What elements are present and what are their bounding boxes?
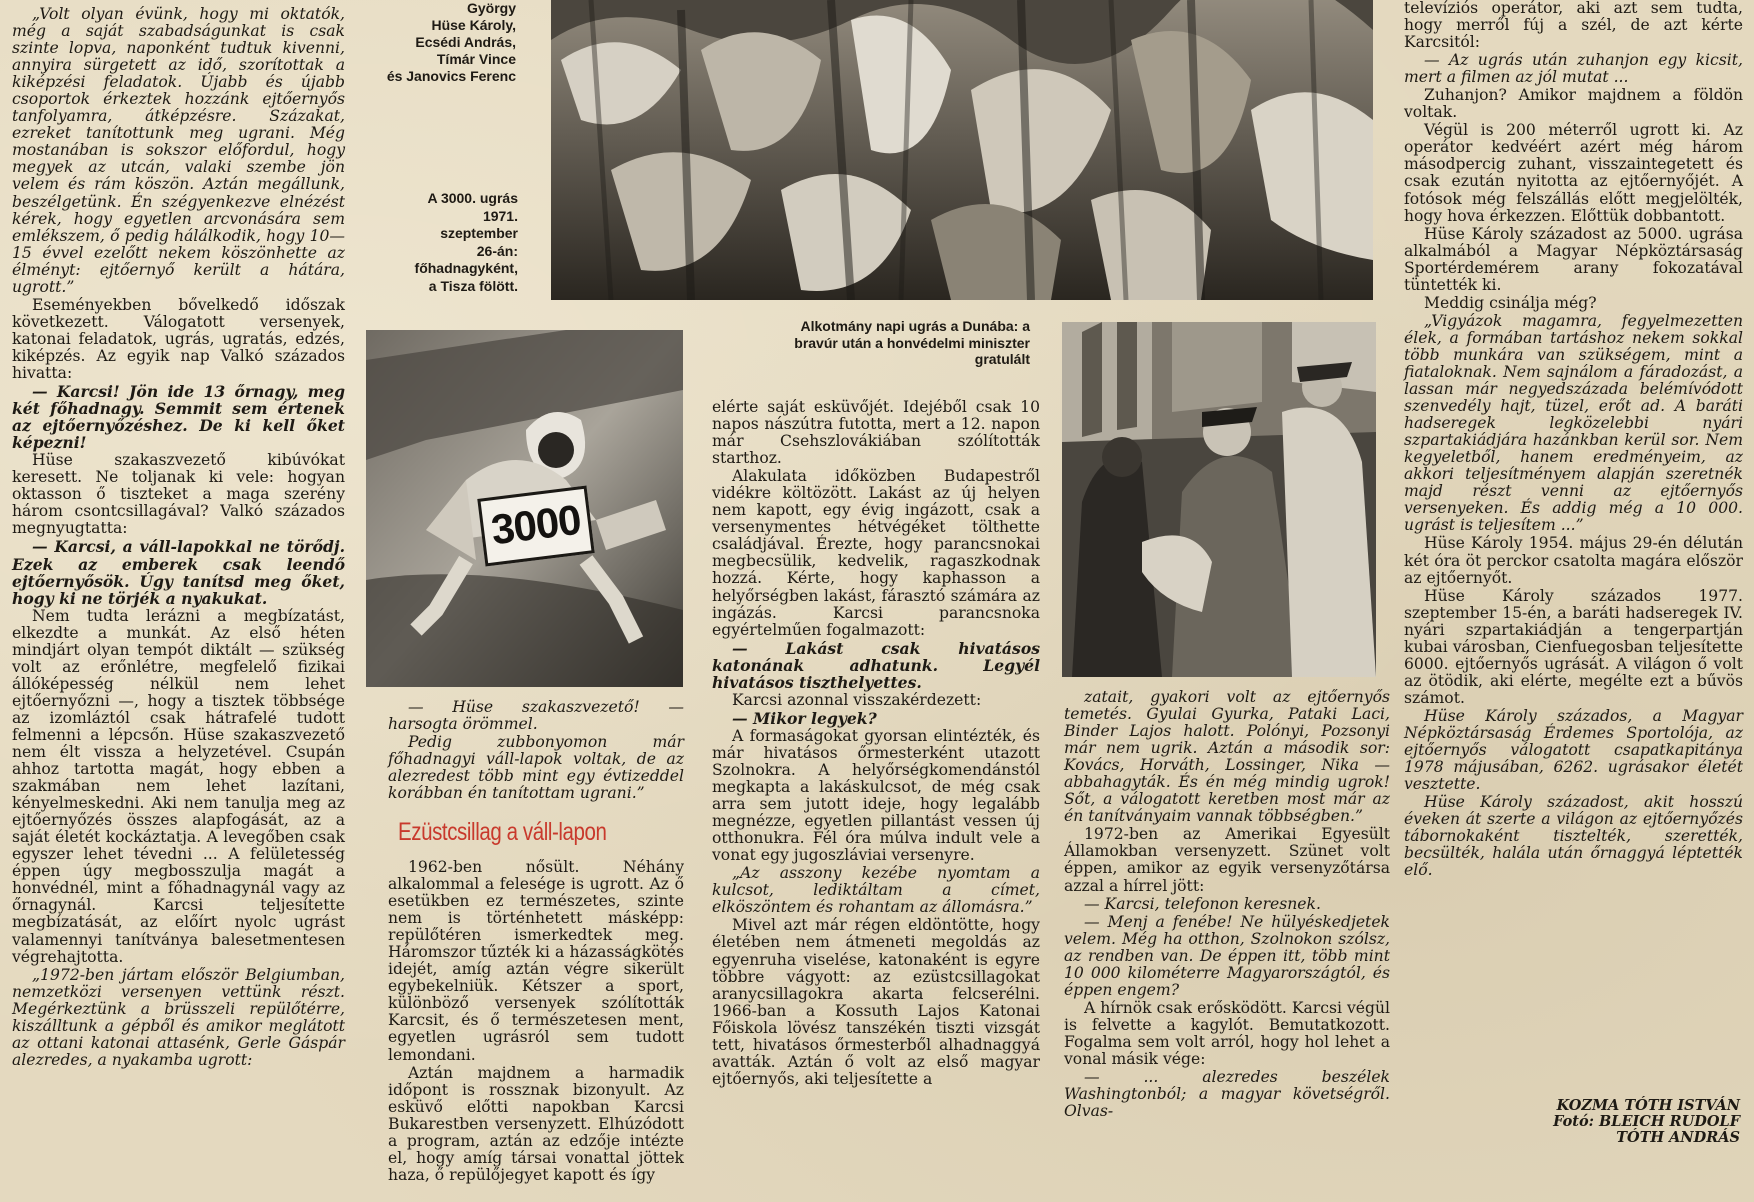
article-column-3 [712, 399, 1040, 1089]
article-paragraph: Hüse szakaszvezető kibúvókat keresett. Ne toljanak ki vele: hogyan oktasson ő tiszteket a maga szerény három csontcsillagával? Valkó százados megnyugtatta: [12, 451, 345, 538]
caption-line: szeptember [440, 225, 518, 241]
article-paragraph: „Az asszony kezébe nyomtam a kulcsot, lediktáltam a címet, elköszöntem és rohantam az állomásra.” [712, 864, 1040, 917]
article-paragraph: zatait, gyakori volt az ejtőernyős temetés. Gyulai Gyurka, Pataki Laci, Binder Lajos halott. Polónyi, Pozsonyi már nem ugrik. Aztán a második sor: Kovács, Horváth, Lossinger, Nika — abbahagyták. És én még mindig ugrok! Sőt, a válogatott keretben most már az én tanítványaim vannak többségben.” [1064, 688, 1390, 826]
article-paragraph: 1962-ben nősült. Néhány alkalommal a felesége is ugrott. Az ő esetükben ez természetes, szinte nem is történhetett másképp: repülőtéren ismerkedtek meg. Háromszor tűzték ki a házasságkötés idejét, amíg aztán végre sikerült egybekelniük. Kétszer a sport, különböző versenyek szólították Karcsit, és ő természetesen ment, egyetlen ugrásról sem tudott lemondani. [388, 858, 684, 1064]
section-headline: Ezüstcsillag a váll-lapon [398, 818, 607, 846]
article-paragraph: Nem tudta lerázni a megbízatást, elkezdte a munkát. Az első héten mindjárt olyan tempót diktált — szükség volt az erőnlétre, megfelelő fizikai állóképesség nélkül nem lehet ejtőernyőzni —, hogy a tisztek többsége az izomláztól csak hátrafelé tudott felmenni a lépcsőn. Hüse szakaszvezető nem élt vissza a helyzetével. Csupán ahhoz tartotta magát, hogy ebben a szakmában nem lehet lazítani, kényelmeskedni. Aki nem tanulja meg az ejtőernyőzés összes alapfogását, az a saját életét kockáztatja. A levegőben csak egyszer lehet tévedni ... A felületesség éppen úgy megbosszulja magát a honvédnél, mint a főhadnagynál vagy az őrnagynál. Karcsi teljesítette megbízatását, az előírt nyolc ugrást valamennyi tanítványa balesetmentesen végrehajtotta. [12, 606, 345, 966]
article-paragraph: Hüse Károly százados, a Magyar Népköztársaság Érdemes Sportolója, az ejtőernyős válogatott csapatkapitánya 1978 májusában, 6262. ugrásakor életét vesztette. [1404, 706, 1743, 794]
article-paragraph: Aztán majdnem a harmadik időpont is rossznak bizonyult. Az esküvő előtti napokban Karcsi Bukarestben versenyzett. Elhúzódott a program, aztán az edzője intézte el, hogy amíg társai vonattal jöttek haza, ő repülőjegyet kapott és így [388, 1063, 684, 1184]
article-paragraph: — Menj a fenébe! Ne hülyéskedjetek velem. Még ha otthon, Szolnokon szólsz, az rendben van. De éppen itt, több mint 10 000 kilométerre Magyarországtól, és éppen engem? [1064, 912, 1390, 999]
caption-line: 1971. [482, 207, 518, 224]
article-paragraph: Hüse Károly 1954. május 29-én délután két óra öt perckor csatolta magára először az ejtőernyőt. [1404, 534, 1743, 587]
article-paragraph: „1972-ben jártam először Belgiumban, nemzetközi versenyen vettünk részt. Megérkeztünk a brüsszeli repülőtérre, kiszálltunk a gépből és amikor meglátott az ottani katonai attasénk, Gerle Gáspár alezredes, a nyakamba ugrott: [12, 965, 345, 1069]
caption-line: a Tisza fölött. [428, 277, 518, 294]
ceremony-photo [1062, 322, 1376, 677]
article-paragraph: — Mikor legyek? [732, 708, 877, 728]
article-paragraph: Meddig csinálja még? [1424, 293, 1597, 312]
article-paragraph: — Karcsi, telefonon keresnek. [1084, 894, 1321, 913]
article-column-1 [12, 6, 345, 1070]
caption-line: gratulált [974, 351, 1030, 367]
author-credits [1470, 1098, 1740, 1146]
caption-line: György [466, 0, 516, 16]
article-paragraph: Hüse Károly századost az 5000. ugrása alkalmából a Magyar Népköztársaság Sportérdemérem arany fokozatával tüntették ki. [1404, 224, 1743, 294]
photo-caption-3000-jump [385, 190, 518, 295]
article-paragraph: Hüse Károly százados 1977. szeptember 15-én, a baráti hadseregek IV. nyári szpartakiádján a tengerpartján kubai városban, Cienfuegosban teljesítette 6000. ejtőernyős ugrását. A világon ő volt az ötödik, aki elérte, megélte ezt a bűvös számot. [1404, 586, 1743, 707]
caption-line: A 3000. ugrás [427, 190, 518, 206]
skydiver-3000-photo [366, 330, 683, 687]
caption-line: Ecsédi András, [415, 34, 516, 50]
article-column-2-top [388, 699, 684, 803]
article-paragraph: Hüse Károly századost, akit hosszú éveken át szerte a világon az ejtőernyőzés tábornokaként tisztelték, szerették, becsülték, halála után őrnaggyá léptették elő. [1404, 793, 1743, 880]
article-paragraph: televíziós operátor, aki azt sem tudta, hogy merről fúj a szél, de azt kérte Karcsitól: [1404, 0, 1743, 52]
article-paragraph: — Karcsi, a váll-lapokkal ne törődj. Ezek az emberek csak leendő ejtőernyősök. Úgy tanítsd meg őket, hogy ki ne törjék a nyakukat. [12, 537, 345, 608]
article-paragraph: Alakulata időközben Budapestről vidékre költözött. Lakást az új helyen nem kapott, egy évig ingázott, csak a versenymentes hétvégéket tölthette családjával. Érezte, hogy parancsnokai megbecsülik, kedvelik, ragaszkodnak hozzá. Kérte, hogy kaphasson a helyőrségben lakást, fárasztó számára az ingázás. Karcsi parancsnoka egyértelműen fogalmazott: [712, 467, 1040, 639]
article-paragraph: Mivel azt már régen eldöntötte, hogy életében nem átmeneti megoldás az egyenruha viselése, katonaként is egyre többre vágyott: az ezüstcsillagokat aranycsillagokra akarta felcserélni. 1966-ban a Kossuth Lajos Katonai Főiskola lövész tanszékén tiszti vizsgát tett, hivatásos őrmesterből alhadnaggyá avatták. Aztán ő volt az első magyar ejtőernyős, aki teljesítette a [712, 916, 1040, 1088]
article-column-4 [1064, 689, 1390, 1121]
article-paragraph: — Lakást csak hivatásos katonának adhatunk. Legyél hivatásos tiszthelyettes. [712, 638, 1040, 692]
article-paragraph: A hírnök csak erősködött. Karcsi végül is felvette a kagylót. Bemutatkozott. Fogalma sem volt arról, hogy hol lehet a vonal másik vége: [1064, 998, 1390, 1068]
article-paragraph: Végül is 200 méterről ugrott ki. Az operátor kedvéért azért még három másodpercig zuhant, visszaintegetett és csak ezután nyitotta az ejtőernyőjét. A fotósok még felszállás előtt megjelölték, hogy hova érkezzen. Előttük dobbantott. [1404, 121, 1743, 225]
article-paragraph: „Vigyázok magamra, fegyelmezetten élek, a formában tartáshoz nekem sokkal több munkára van szükségem, mint a fiataloknak. Nem sajnálom a fáradozást, a lassan már negyedszázada belémívódott szenvedély hajt, tüzel, erőt ad. A baráti hadseregek legközelebbi nyári szpartakiádjára hazánkban kerül sor. Nem kegyeletből, hanem eredményeim, az akkori teljesítményem alapján szeretnék majd részt venni az ejtőernyős versenyeken. És addig még a 10 000. ugrást is teljesítem ...” [1404, 311, 1743, 535]
caption-line: 26-án: [476, 242, 518, 259]
photo-caption-constitution-day [712, 318, 1030, 368]
photo-caption-names [350, 0, 516, 85]
caption-line: Alkotmány napi ugrás a Dunába: a [800, 318, 1030, 334]
credit-line: TÓTH ANDRÁS [1616, 1129, 1740, 1146]
article-paragraph: — Az ugrás után zuhanjon egy kicsit, mert a filmen az jól mutat ... [1404, 51, 1743, 87]
article-paragraph: — Karcsi! Jön ide 13 őrnagy, meg két főhadnagy. Semmit sem értenek az ejtőernyőzéshez. De ki kell őket képezni! [12, 382, 345, 453]
article-column-5 [1404, 0, 1743, 880]
caption-line: bravúr után a honvédelmi miniszter [794, 334, 1030, 351]
article-paragraph: A formaságokat gyorsan elintézték, és már hivatásos őrmesterként utazott Szolnokra. A helyőrségkomendánstól megkapta a lakáskulcsot, de még csak arra sem jutott ideje, hogy legalább megnézze, egyetlen pillantást vessen új otthonukra. Fél óra múlva indult vele a vonat egy jugoszláviai versenyre. [712, 726, 1040, 865]
parachutes-photo [551, 0, 1373, 300]
credit-line: Fotó: BLEICH RUDOLF [1553, 1113, 1740, 1130]
article-paragraph: Zuhanjon? Amikor majdnem a földön voltak. [1404, 86, 1743, 122]
sign-3000: 3000 [477, 486, 594, 567]
caption-line: és Janovics Ferenc [386, 68, 516, 84]
article-paragraph: 1972-ben az Amerikai Egyesült Államokban versenyzett. Szünet volt éppen, amikor az egyik versenyzőtársa azzal a hírrel jött: [1064, 825, 1390, 895]
article-paragraph: „Volt olyan évünk, hogy mi oktatók, még a saját szabadságunkat is csak szinte lopva, naponként tudtuk kivenni, annyira sürgetett az idő, szorítottak a kiképzési feladatok. Újabb és újabb csoportok érkeztek hozzánk ejtőernyős tanfolyamra, átképzésre. Százakat, ezreket tanítottunk meg ugrani. Még mostanában is sokszor előfordul, hogy megyek az utcán, valaki szembe jön velem és rám köszön. Aztán megállunk, beszélgetünk. Én szégyenkezve elnézést kérek, hogy egyetlen arcvonására sem emlékszem, ő pedig hálálkodik, hogy 10—15 évvel ezelőtt nekem köszönhette az élményt: ejtőernyő került a hátára, ugrott.” [12, 5, 345, 296]
parachutes-photo-image [551, 0, 1373, 300]
article-paragraph: Pedig zubbonyomon már főhadnagyi váll-lapok voltak, de az alezredest több mint egy évtizeddel korábban én tanítottam ugrani.” [388, 733, 684, 803]
article-paragraph: — Hüse szakaszvezető! — harsogta örömmel. [388, 698, 684, 734]
ceremony-photo-image [1062, 322, 1376, 677]
article-paragraph: Eseményekben bővelkedő időszak következett. Válogatott versenyek, katonai feladatok, ugrás, ugratás, edzés, kiképzés. Az egyik nap Valkó százados hivatta: [12, 295, 345, 382]
article-paragraph: elérte saját esküvőjét. Idejéből csak 10 napos nászútra futotta, mert a 12. napon már Csehszlovákiában szólították starthoz. [712, 398, 1040, 468]
article-paragraph: — ... alezredes beszélek Washingtonból; a magyar követségről. Olvas- [1064, 1068, 1390, 1121]
caption-line: Tímár Vince [436, 51, 516, 67]
article-paragraph: Karcsi azonnal visszakérdezett: [732, 690, 982, 709]
caption-line: Hüse Károly, [431, 17, 516, 33]
credit-line: KOZMA TÓTH ISTVÁN [1556, 1097, 1740, 1114]
article-column-2-bottom [388, 859, 684, 1185]
caption-line: főhadnagyként, [414, 260, 518, 276]
